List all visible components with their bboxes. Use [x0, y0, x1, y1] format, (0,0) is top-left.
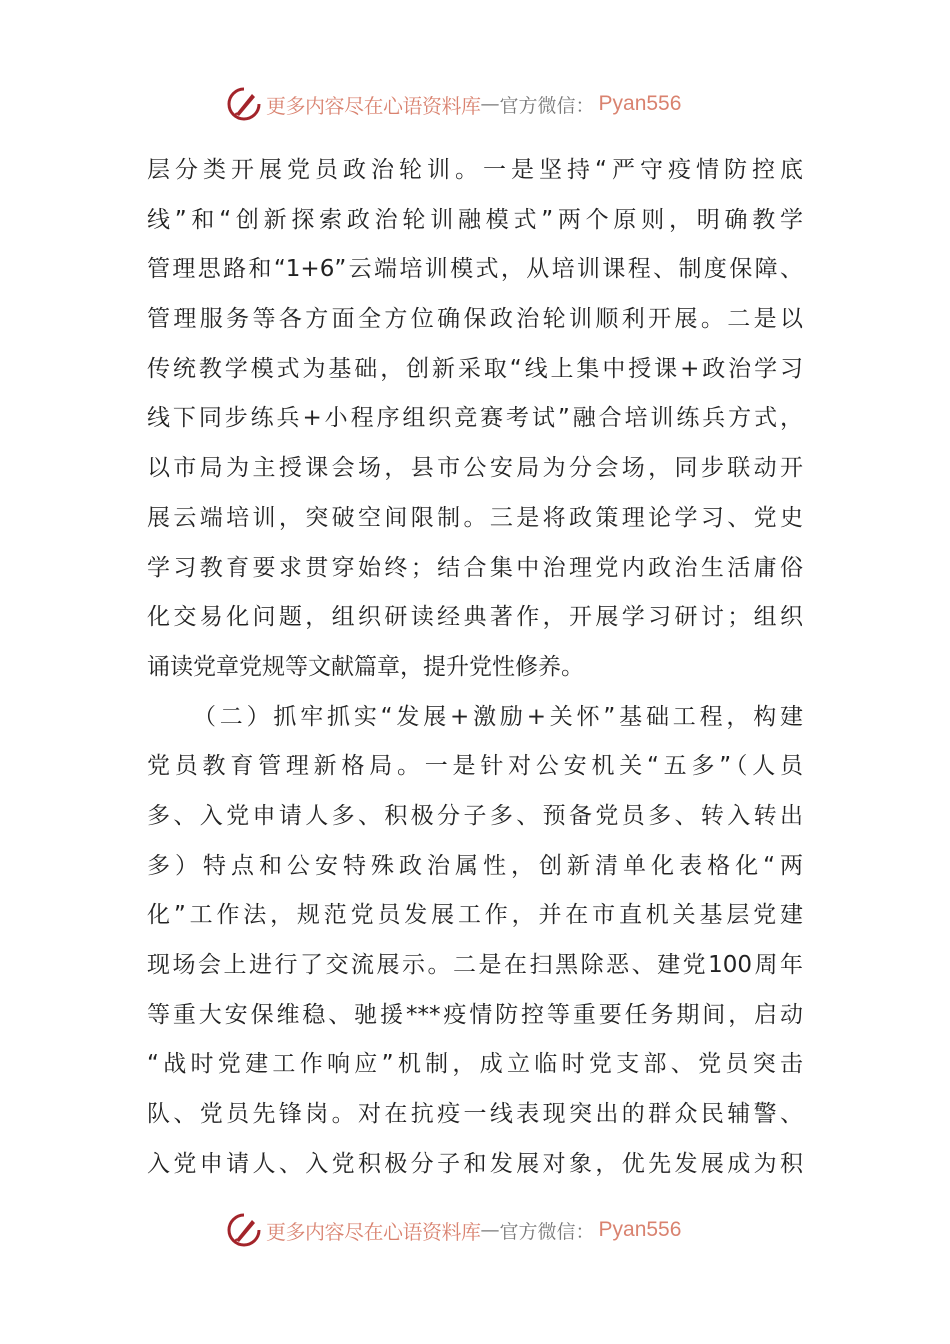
paragraph-2-line: 等重大安保维稳、驰援***疫情防控等重要任务期间，启动	[147, 1001, 803, 1028]
watermark-wechat-id: Pyan556	[598, 92, 682, 115]
paragraph-1-line: 学习教育要求贯穿始终；结合集中治理党内政治生活庸俗	[147, 554, 803, 581]
watermark-wechat-label: 官方微信：	[499, 1220, 595, 1243]
watermark-site-text: 更多内容尽在心语资料库	[266, 1219, 481, 1244]
paragraph-2-line: 党员教育管理新格局。一是针对公安机关“五多”（人员	[147, 753, 803, 780]
paragraph-1-line: 诵读党章党规等文献篇章，提升党性修养。	[147, 653, 584, 680]
watermark-separator: —	[480, 1219, 500, 1241]
quill-logo-icon	[226, 86, 262, 122]
paragraph-2-line: 入党申请人、入党积极分子和发展对象，优先发展成为积	[147, 1150, 803, 1177]
watermark-separator: —	[480, 93, 500, 115]
paragraph-1-line: 线”和“创新探索政治轮训融模式”两个原则，明确教学	[147, 206, 803, 233]
paragraph-1-line: 管理思路和“1+6”云端培训模式，从培训课程、制度保障、	[147, 256, 803, 283]
paragraph-2-line: 队、党员先锋岗。对在抗疫一线表现突出的群众民辅警、	[147, 1101, 803, 1128]
paragraph-1-line: 化交易化问题，组织研读经典著作，开展学习研讨；组织	[147, 604, 803, 631]
paragraph-2-line: 多、入党申请人多、积极分子多、预备党员多、转入转出	[147, 802, 803, 829]
paragraph-2-line: 化”工作法，规范党员发展工作，并在市直机关基层党建	[147, 902, 803, 929]
paragraph-1-line: 线下同步练兵+小程序组织竞赛考试”融合培训练兵方式，	[147, 405, 803, 432]
document-body	[147, 152, 803, 1195]
paragraph-1-line: 层分类开展党员政治轮训。一是坚持“严守疫情防控底	[147, 157, 803, 183]
paragraph-2-line: 现场会上进行了交流展示。二是在扫黑除恶、建党100周年	[147, 952, 803, 978]
paragraph-1-line: 管理服务等各方面全方位确保政治轮训顺利开展。二是以	[147, 306, 803, 333]
paragraph-2-line: “战时党建工作响应”机制，成立临时党支部、党员突击	[147, 1051, 803, 1078]
watermark-wechat-label: 官方微信：	[499, 94, 595, 117]
footer-watermark	[226, 1210, 726, 1250]
paragraph-2-line: 多）特点和公安特殊政治属性，创新清单化表格化“两	[147, 852, 803, 879]
watermark-site-text: 更多内容尽在心语资料库	[266, 93, 481, 118]
paragraph-1-line: 以市局为主授课会场，县市公安局为分会场，同步联动开	[147, 455, 803, 482]
header-watermark	[226, 84, 726, 124]
quill-logo-icon	[226, 1212, 262, 1248]
paragraph-2-heading-line: （二）抓牢抓实“发展+激励+关怀”基础工程，构建	[193, 703, 803, 730]
paragraph-1-line: 展云端培训，突破空间限制。三是将政策理论学习、党史	[147, 504, 803, 531]
paragraph-1-line: 传统教学模式为基础，创新采取“线上集中授课+政治学习	[147, 355, 803, 382]
watermark-wechat-id: Pyan556	[598, 1218, 682, 1241]
